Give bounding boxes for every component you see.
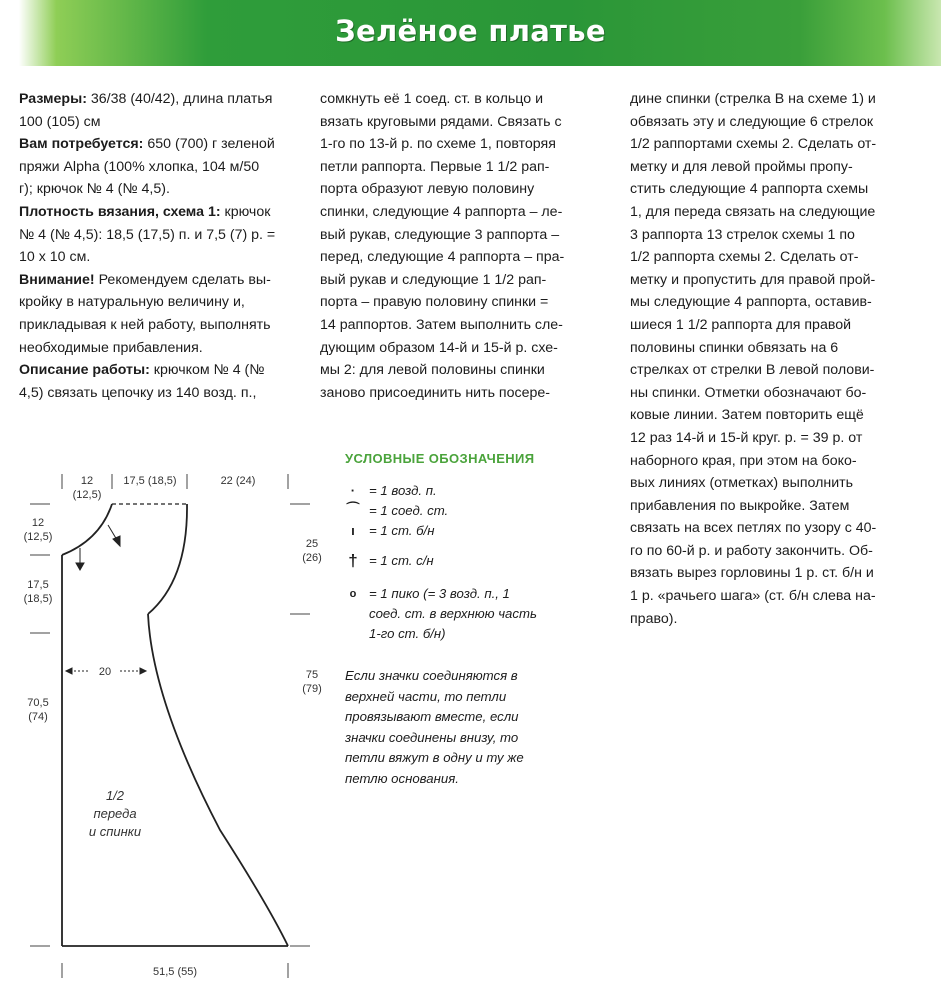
column-3-line: обвязать эту и следующие 6 стрелок bbox=[630, 113, 874, 130]
column-2-line: петли раппорта. Первые 1 1/2 рап- bbox=[320, 158, 550, 175]
column-3-line: го по 60-й р. и работу закончить. Об- bbox=[630, 542, 873, 559]
column-3-line: ковые линии. Затем повторить ещё bbox=[630, 407, 864, 424]
column-3-line: ны спинки. Отметки обозначают бо- bbox=[630, 384, 867, 401]
legend bbox=[345, 451, 615, 641]
pattern-outline bbox=[62, 504, 288, 946]
column-2-line: вый рукав и следующие 1 1/2 рап- bbox=[320, 271, 547, 288]
column-3-line: стрелках от стрелки В левой полови- bbox=[630, 362, 875, 379]
column-3-line: вязать вырез горловины 1 р. ст. б/н и bbox=[630, 565, 874, 582]
dim-left-body-alt: (74) bbox=[28, 711, 48, 723]
materials-text: 650 (700) г зеленой bbox=[143, 136, 275, 153]
note-line: Если значки соединяются в bbox=[345, 668, 518, 683]
dim-right-body: 75 bbox=[305, 669, 319, 681]
sizes-label: Размеры: bbox=[19, 91, 87, 107]
sizes-line-1 bbox=[19, 88, 300, 111]
legend-heading: УСЛОВНЫЕ ОБОЗНАЧЕНИЯ bbox=[345, 451, 535, 466]
column-2-line: вый рукав, следующие 3 раппорта – bbox=[320, 226, 560, 243]
column-3-line: дине спинки (стрелка В на схеме 1) и bbox=[630, 91, 876, 107]
legend-note bbox=[345, 666, 575, 789]
description-text: крючком № 4 (№ bbox=[149, 362, 265, 379]
column-3-line: наборного края, при этом на боко- bbox=[630, 452, 857, 469]
dim-bottom-width: 51,5 (55) bbox=[152, 966, 198, 978]
attention-line-2: кройку в натуральную величину и, bbox=[19, 294, 245, 311]
column-2-line: мы 2: для левой половины спинки bbox=[320, 362, 545, 379]
right-ticks bbox=[290, 504, 310, 946]
legend-item-single bbox=[345, 521, 605, 541]
legend-item-text: = 1 соед. ст. bbox=[369, 503, 449, 518]
column-2-line: порта – правую половину спинки = bbox=[320, 294, 549, 311]
picot-icon: o bbox=[349, 588, 357, 600]
column-3-line: метку и для левой проймы пропу- bbox=[630, 158, 853, 175]
dim-left-body: 70,5 bbox=[27, 697, 49, 709]
armhole-curve bbox=[148, 504, 187, 614]
column-2-line: перед, следующие 4 раппорта – пра- bbox=[320, 249, 565, 266]
legend-item-text: соед. ст. в верхнюю часть bbox=[369, 606, 537, 621]
column-2-line: 14 раппортов. Затем выполнить сле- bbox=[320, 316, 563, 333]
column-2-line: спинки, следующие 4 раппорта – ле- bbox=[320, 203, 563, 220]
column-3-line: 1 р. «рачьего шага» (ст. б/н слева на- bbox=[630, 588, 876, 605]
materials-line-1 bbox=[19, 133, 300, 156]
slip-stitch-icon: ⌒ bbox=[346, 501, 360, 516]
density-line-3: 10 х 10 см. bbox=[19, 249, 91, 266]
column-3-line: 1/2 раппортами схемы 2. Сделать от- bbox=[630, 136, 877, 153]
attention-line-1 bbox=[19, 269, 300, 292]
dim-width: 20 bbox=[98, 666, 112, 678]
dim-left-neck-alt: (12,5) bbox=[23, 531, 53, 543]
column-3-line: 1/2 раппорта схемы 2. Сделать от- bbox=[630, 249, 859, 266]
column-2-line: сомкнуть её 1 соед. ст. в кольцо и bbox=[320, 91, 544, 107]
double-crochet-icon: † bbox=[348, 551, 358, 570]
back-neckline-curve bbox=[62, 504, 112, 555]
materials-label: Вам потребуется: bbox=[19, 136, 144, 153]
column-3-line: право). bbox=[630, 610, 678, 627]
text-column-2 bbox=[320, 88, 604, 404]
text-column-1 bbox=[19, 88, 300, 404]
dim-left-yoke-alt: (18,5) bbox=[23, 593, 53, 605]
dim-top-neck: 12 bbox=[80, 475, 94, 487]
piece-label-back: и спинки bbox=[88, 824, 142, 839]
left-ticks bbox=[30, 504, 50, 946]
column-3-line: связать на всех петлях по узору с 40- bbox=[630, 520, 877, 537]
chain-stitch-icon: · bbox=[350, 483, 356, 498]
column-2-line: вязать круговыми рядами. Связать с bbox=[320, 113, 562, 130]
legend-item-chain bbox=[345, 481, 605, 501]
dim-right-armhole-alt: (26) bbox=[302, 552, 322, 564]
dim-right-armhole: 25 bbox=[305, 538, 319, 550]
legend-item-text: = 1 пико (= 3 возд. п., 1 bbox=[369, 586, 510, 601]
note-line: провязывают вместе, если bbox=[345, 709, 519, 724]
side-seam-curve bbox=[148, 614, 288, 946]
column-3-line: шиеся 1 1/2 раппорта для правой bbox=[630, 316, 852, 333]
column-3-line: 1, для переда связать на следующие bbox=[630, 203, 876, 220]
legend-item-double bbox=[345, 551, 605, 573]
note-line: петлю основания. bbox=[345, 770, 459, 786]
column-3-line: 12 раз 14-й и 15-й круг. р. = 39 р. от bbox=[630, 429, 863, 446]
attention-line-4: необходимые прибавления. bbox=[19, 339, 203, 356]
column-2-line: заново присоединить нить посере- bbox=[320, 384, 550, 401]
attention-text: Рекомендуем сделать вы- bbox=[94, 271, 271, 288]
materials-line-2: пряжи Alpha (100% хлопка, 104 м/50 bbox=[19, 158, 260, 175]
column-2-line: дующим образом 14-й и 15-й р. схе- bbox=[320, 339, 558, 356]
attention-label: Внимание! bbox=[19, 271, 95, 288]
column-2-line: 1-го по 13-й р. по схеме 1, повторяя bbox=[320, 136, 556, 153]
density-line-2: № 4 (№ 4,5): 18,5 (17,5) п. и 7,5 (7) р. = bbox=[19, 226, 276, 243]
dress-schematic bbox=[0, 460, 340, 1000]
sizes-line-2: 100 (105) см bbox=[19, 113, 101, 130]
dim-top-armhole: 22 (24) bbox=[220, 475, 256, 487]
column-3-line: 3 раппорта 13 стрелок схемы 1 по bbox=[630, 226, 855, 243]
note-line: петли вяжут в одну и ту же bbox=[345, 750, 524, 765]
column-3-line: прибавления по выкройке. Затем bbox=[630, 497, 850, 514]
column-3-line: метку и пропустить для правой прой- bbox=[630, 271, 876, 288]
dim-top-neck-alt: (12,5) bbox=[72, 489, 102, 501]
dim-left-neck: 12 bbox=[31, 517, 45, 529]
legend-item-text: = 1 возд. п. bbox=[369, 483, 437, 498]
note-line: верхней части, то петли bbox=[345, 688, 507, 704]
materials-line-3: г); крючок № 4 (№ 4,5). bbox=[19, 181, 170, 198]
density-text: крючок bbox=[220, 203, 271, 220]
page-title: Зелёное платье bbox=[335, 14, 606, 48]
sizes-text: 36/38 (40/42), длина платья bbox=[86, 91, 273, 107]
dim-top-shoulder: 17,5 (18,5) bbox=[123, 475, 177, 487]
column-3-line: вых линиях (отметках) выполнить bbox=[630, 475, 854, 492]
legend-item-slip bbox=[345, 501, 605, 521]
legend-item-text: = 1 ст. с/н bbox=[369, 553, 434, 568]
note-line: значки соединены внизу, то bbox=[345, 729, 519, 745]
piece-label-fraction: 1/2 bbox=[105, 788, 125, 803]
description-line-1 bbox=[19, 359, 300, 382]
legend-item-picot bbox=[345, 584, 605, 648]
single-crochet-icon: ı bbox=[351, 523, 355, 538]
density-label: Плотность вязания, схема 1: bbox=[19, 203, 221, 220]
column-3-line: половины спинки обвязать на 6 bbox=[630, 339, 839, 356]
description-line-2: 4,5) связать цепочку из 140 возд. п., bbox=[19, 384, 257, 401]
dim-right-body-alt: (79) bbox=[302, 683, 322, 695]
column-2-line: порта образуют левую половину bbox=[320, 181, 535, 198]
attention-line-3: прикладывая к ней работу, выполнять bbox=[19, 316, 271, 333]
dim-left-yoke: 17,5 bbox=[27, 579, 49, 591]
text-column-3 bbox=[630, 88, 914, 630]
piece-label-front: переда bbox=[93, 806, 137, 821]
column-3-line: мы следующие 4 раппорта, оставив- bbox=[630, 294, 872, 311]
density-line-1 bbox=[19, 201, 300, 224]
legend-item-text: = 1 ст. б/н bbox=[369, 523, 435, 538]
description-label: Описание работы: bbox=[19, 362, 150, 379]
title-banner bbox=[0, 0, 941, 66]
legend-item-text: 1-го ст. б/н) bbox=[369, 626, 446, 641]
column-3-line: стить следующие 4 раппорта схемы bbox=[630, 181, 869, 198]
